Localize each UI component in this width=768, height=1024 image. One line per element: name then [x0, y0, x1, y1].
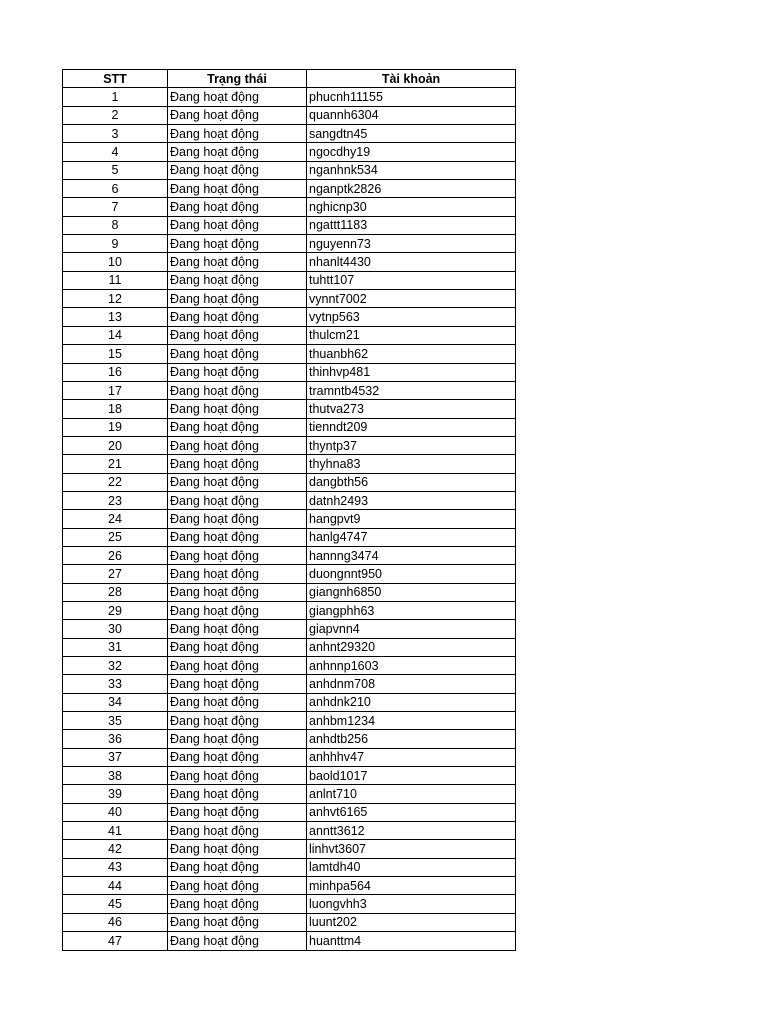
table-row	[63, 693, 516, 711]
row-stt: 7	[63, 198, 168, 216]
table-row	[63, 363, 516, 381]
row-stt: 20	[63, 436, 168, 454]
row-status: Đang hoạt động	[168, 363, 307, 381]
row-status: Đang hoạt động	[168, 822, 307, 840]
row-status: Đang hoạt động	[168, 528, 307, 546]
row-account: giangnh6850	[307, 583, 516, 601]
row-stt: 19	[63, 418, 168, 436]
row-status: Đang hoạt động	[168, 235, 307, 253]
header-status: Trạng thái	[168, 70, 307, 88]
row-stt: 12	[63, 290, 168, 308]
row-account: hannng3474	[307, 546, 516, 564]
row-stt: 41	[63, 822, 168, 840]
row-status: Đang hoạt động	[168, 877, 307, 895]
row-stt: 29	[63, 601, 168, 619]
table-row	[63, 473, 516, 491]
row-account: dangbth56	[307, 473, 516, 491]
row-account: anhbm1234	[307, 712, 516, 730]
row-status: Đang hoạt động	[168, 198, 307, 216]
table-row	[63, 180, 516, 198]
row-status: Đang hoạt động	[168, 125, 307, 143]
row-account: thuanbh62	[307, 345, 516, 363]
table-row	[63, 528, 516, 546]
row-status: Đang hoạt động	[168, 895, 307, 913]
row-stt: 22	[63, 473, 168, 491]
row-stt: 36	[63, 730, 168, 748]
row-account: minhpa564	[307, 877, 516, 895]
row-stt: 9	[63, 235, 168, 253]
table-row	[63, 198, 516, 216]
row-account: hanlg4747	[307, 528, 516, 546]
row-account: thutva273	[307, 400, 516, 418]
table-row	[63, 565, 516, 583]
table-row	[63, 822, 516, 840]
row-status: Đang hoạt động	[168, 473, 307, 491]
row-status: Đang hoạt động	[168, 913, 307, 931]
row-stt: 6	[63, 180, 168, 198]
row-stt: 16	[63, 363, 168, 381]
row-account: anhvt6165	[307, 803, 516, 821]
row-status: Đang hoạt động	[168, 712, 307, 730]
row-status: Đang hoạt động	[168, 436, 307, 454]
row-account: baold1017	[307, 767, 516, 785]
row-status: Đang hoạt động	[168, 583, 307, 601]
row-stt: 26	[63, 546, 168, 564]
table-row	[63, 125, 516, 143]
table-row	[63, 143, 516, 161]
table-row	[63, 400, 516, 418]
row-status: Đang hoạt động	[168, 730, 307, 748]
table-row	[63, 858, 516, 876]
row-stt: 8	[63, 216, 168, 234]
row-account: thinhvp481	[307, 363, 516, 381]
row-account: nguyenn73	[307, 235, 516, 253]
row-account: quannh6304	[307, 106, 516, 124]
row-stt: 17	[63, 381, 168, 399]
row-stt: 32	[63, 657, 168, 675]
table-row	[63, 510, 516, 528]
row-account: anhnnp1603	[307, 657, 516, 675]
table-row	[63, 932, 516, 950]
row-status: Đang hoạt động	[168, 565, 307, 583]
row-status: Đang hoạt động	[168, 326, 307, 344]
table-row	[63, 271, 516, 289]
row-stt: 34	[63, 693, 168, 711]
row-status: Đang hoạt động	[168, 308, 307, 326]
row-stt: 15	[63, 345, 168, 363]
row-status: Đang hoạt động	[168, 106, 307, 124]
row-status: Đang hoạt động	[168, 803, 307, 821]
row-stt: 4	[63, 143, 168, 161]
table-row	[63, 840, 516, 858]
row-status: Đang hoạt động	[168, 657, 307, 675]
row-account: huanttm4	[307, 932, 516, 950]
row-account: ngocdhy19	[307, 143, 516, 161]
row-account: hangpvt9	[307, 510, 516, 528]
row-stt: 23	[63, 491, 168, 509]
row-status: Đang hoạt động	[168, 455, 307, 473]
row-stt: 33	[63, 675, 168, 693]
row-stt: 30	[63, 620, 168, 638]
accounts-table	[62, 69, 516, 951]
row-stt: 43	[63, 858, 168, 876]
row-account: nganptk2826	[307, 180, 516, 198]
row-status: Đang hoạt động	[168, 253, 307, 271]
row-status: Đang hoạt động	[168, 161, 307, 179]
row-account: lamtdh40	[307, 858, 516, 876]
row-account: anhhhv47	[307, 748, 516, 766]
table-row	[63, 803, 516, 821]
table-row	[63, 895, 516, 913]
row-status: Đang hoạt động	[168, 675, 307, 693]
table-row	[63, 712, 516, 730]
table-row	[63, 88, 516, 106]
table-row	[63, 638, 516, 656]
table-row	[63, 877, 516, 895]
row-stt: 2	[63, 106, 168, 124]
header-stt: STT	[63, 70, 168, 88]
table-row	[63, 601, 516, 619]
row-account: tienndt209	[307, 418, 516, 436]
row-account: thyntp37	[307, 436, 516, 454]
row-account: vytnp563	[307, 308, 516, 326]
row-account: phucnh11155	[307, 88, 516, 106]
table-row	[63, 730, 516, 748]
row-stt: 31	[63, 638, 168, 656]
row-status: Đang hoạt động	[168, 180, 307, 198]
table-row	[63, 436, 516, 454]
row-status: Đang hoạt động	[168, 290, 307, 308]
row-stt: 39	[63, 785, 168, 803]
row-stt: 40	[63, 803, 168, 821]
header-row	[63, 70, 516, 88]
row-account: anlnt710	[307, 785, 516, 803]
table-row	[63, 767, 516, 785]
row-status: Đang hoạt động	[168, 271, 307, 289]
row-account: anhdtb256	[307, 730, 516, 748]
row-stt: 10	[63, 253, 168, 271]
row-status: Đang hoạt động	[168, 381, 307, 399]
row-stt: 27	[63, 565, 168, 583]
row-account: anhnt29320	[307, 638, 516, 656]
table-row	[63, 913, 516, 931]
row-stt: 45	[63, 895, 168, 913]
row-account: tuhtt107	[307, 271, 516, 289]
table-row	[63, 326, 516, 344]
table-row	[63, 748, 516, 766]
row-status: Đang hoạt động	[168, 400, 307, 418]
row-account: nganhnk534	[307, 161, 516, 179]
row-status: Đang hoạt động	[168, 491, 307, 509]
row-account: vynnt7002	[307, 290, 516, 308]
table-row	[63, 620, 516, 638]
row-stt: 3	[63, 125, 168, 143]
row-account: nghicnp30	[307, 198, 516, 216]
row-account: datnh2493	[307, 491, 516, 509]
table-row	[63, 161, 516, 179]
row-status: Đang hoạt động	[168, 932, 307, 950]
row-stt: 13	[63, 308, 168, 326]
row-account: thyhna83	[307, 455, 516, 473]
table-row	[63, 216, 516, 234]
table-row	[63, 308, 516, 326]
row-stt: 47	[63, 932, 168, 950]
row-status: Đang hoạt động	[168, 620, 307, 638]
row-stt: 11	[63, 271, 168, 289]
row-account: thulcm21	[307, 326, 516, 344]
row-account: giapvnn4	[307, 620, 516, 638]
row-status: Đang hoạt động	[168, 840, 307, 858]
row-status: Đang hoạt động	[168, 216, 307, 234]
row-stt: 21	[63, 455, 168, 473]
row-stt: 18	[63, 400, 168, 418]
row-status: Đang hoạt động	[168, 748, 307, 766]
row-account: anhdnk210	[307, 693, 516, 711]
table-row	[63, 455, 516, 473]
row-account: nhanlt4430	[307, 253, 516, 271]
row-stt: 37	[63, 748, 168, 766]
table-row	[63, 583, 516, 601]
table-row	[63, 345, 516, 363]
row-account: giangphh63	[307, 601, 516, 619]
row-stt: 24	[63, 510, 168, 528]
row-stt: 1	[63, 88, 168, 106]
table-row	[63, 657, 516, 675]
row-stt: 25	[63, 528, 168, 546]
table-row	[63, 546, 516, 564]
row-account: luunt202	[307, 913, 516, 931]
table-row	[63, 418, 516, 436]
table-row	[63, 785, 516, 803]
row-status: Đang hoạt động	[168, 601, 307, 619]
row-stt: 42	[63, 840, 168, 858]
row-status: Đang hoạt động	[168, 88, 307, 106]
row-status: Đang hoạt động	[168, 785, 307, 803]
table-row	[63, 106, 516, 124]
header-account: Tài khoản	[307, 70, 516, 88]
row-account: anntt3612	[307, 822, 516, 840]
row-status: Đang hoạt động	[168, 693, 307, 711]
row-status: Đang hoạt động	[168, 345, 307, 363]
table-row	[63, 381, 516, 399]
table-row	[63, 235, 516, 253]
row-status: Đang hoạt động	[168, 546, 307, 564]
row-stt: 38	[63, 767, 168, 785]
row-account: anhdnm708	[307, 675, 516, 693]
row-status: Đang hoạt động	[168, 858, 307, 876]
row-account: duongnnt950	[307, 565, 516, 583]
table-row	[63, 290, 516, 308]
row-account: tramntb4532	[307, 381, 516, 399]
row-stt: 14	[63, 326, 168, 344]
row-stt: 5	[63, 161, 168, 179]
row-stt: 28	[63, 583, 168, 601]
row-stt: 46	[63, 913, 168, 931]
table-row	[63, 675, 516, 693]
row-status: Đang hoạt động	[168, 418, 307, 436]
row-account: luongvhh3	[307, 895, 516, 913]
row-stt: 35	[63, 712, 168, 730]
table-row	[63, 253, 516, 271]
table-row	[63, 491, 516, 509]
row-account: linhvt3607	[307, 840, 516, 858]
row-status: Đang hoạt động	[168, 510, 307, 528]
row-account: sangdtn45	[307, 125, 516, 143]
row-stt: 44	[63, 877, 168, 895]
row-status: Đang hoạt động	[168, 638, 307, 656]
row-account: ngattt1183	[307, 216, 516, 234]
row-status: Đang hoạt động	[168, 767, 307, 785]
row-status: Đang hoạt động	[168, 143, 307, 161]
